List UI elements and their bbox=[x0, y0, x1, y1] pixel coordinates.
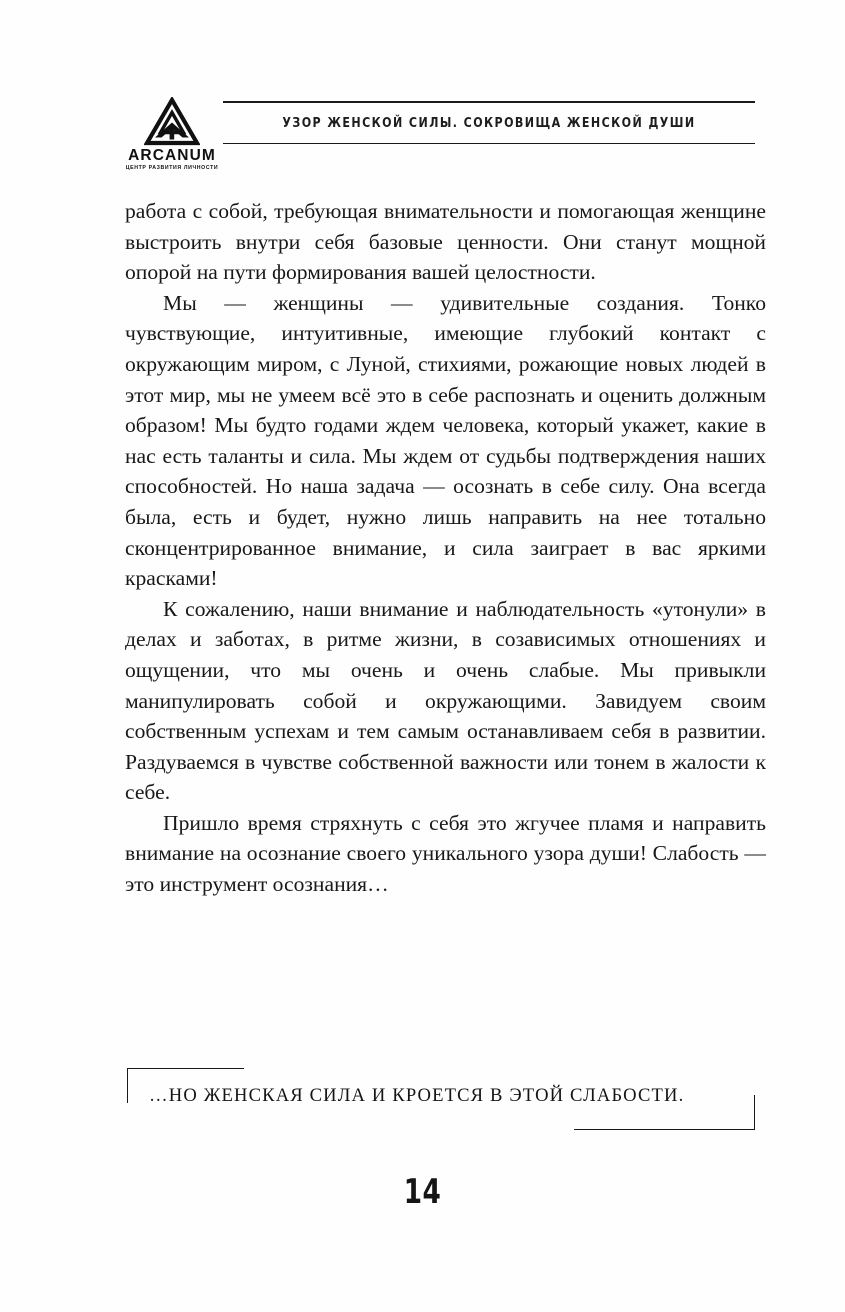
running-head-rules bbox=[223, 101, 755, 144]
publisher-logo bbox=[122, 97, 222, 171]
logo-wordmark: ARCANUM bbox=[128, 147, 216, 164]
triangle-arcanum-emblem-icon bbox=[144, 97, 200, 147]
page-number: 14 bbox=[403, 1172, 442, 1212]
paragraph: работа с собой, требующая внимательности и помогающая женщине выстроить внутри себя базовые ценности. Они станут мощной опорой на пути формирования вашей целостности. bbox=[125, 199, 766, 285]
logo-tagline: ЦЕНТР РАЗВИТИЯ ЛИЧНОСТИ bbox=[125, 165, 219, 171]
running-head-title: УЗОР ЖЕНСКОЙ СИЛЫ. СОКРОВИЩА ЖЕНСКОЙ ДУШИ bbox=[282, 115, 696, 131]
body-text-column bbox=[125, 196, 766, 900]
paragraph: К сожалению, наши внимание и наблюдательность «утонули» в делах и заботах, в ритме жизни, в созависимых отношениях и ощущении, что мы очень и очень слабые. Мы привыкли манипулировать собой и окружающими. Завидуем своим собственным успехам и тем самым останавливаем себя в развитии. Раздуваемся в чувстве собственной важности или тонем в жалости к себе. bbox=[125, 596, 766, 805]
running-head bbox=[0, 95, 845, 175]
pull-quote-text: …НО ЖЕНСКАЯ СИЛА И КРОЕТСЯ В ЭТОЙ СЛАБОСТИ. bbox=[149, 1085, 685, 1106]
pull-quote-callout bbox=[127, 1068, 755, 1130]
paragraph: Пришло время стряхнуть с себя это жгучее пламя и направить внимание на осознание своего уникального узора души! Слабость — это инструмент осознания… bbox=[125, 810, 766, 897]
rule-bottom bbox=[223, 143, 755, 145]
paragraph: Мы — женщины — удивительные создания. Тонко чувствующие, интуитивные, имеющие глубокий контакт с окружающим миром, с Луной, стихиями, рожающие новых людей в этот мир, мы не умеем всё это в себе распознать и оценить должным образом! Мы будто годами ждем человека, который укажет, какие в нас есть таланты и сила. Мы ждем от судьбы подтверждения наших способностей. Но наша задача — осознать в себе силу. Она всегда была, есть и будет, нужно лишь направить на нее тотально сконцентрированное внимание, и сила заиграет в вас яркими красками! bbox=[125, 290, 766, 591]
